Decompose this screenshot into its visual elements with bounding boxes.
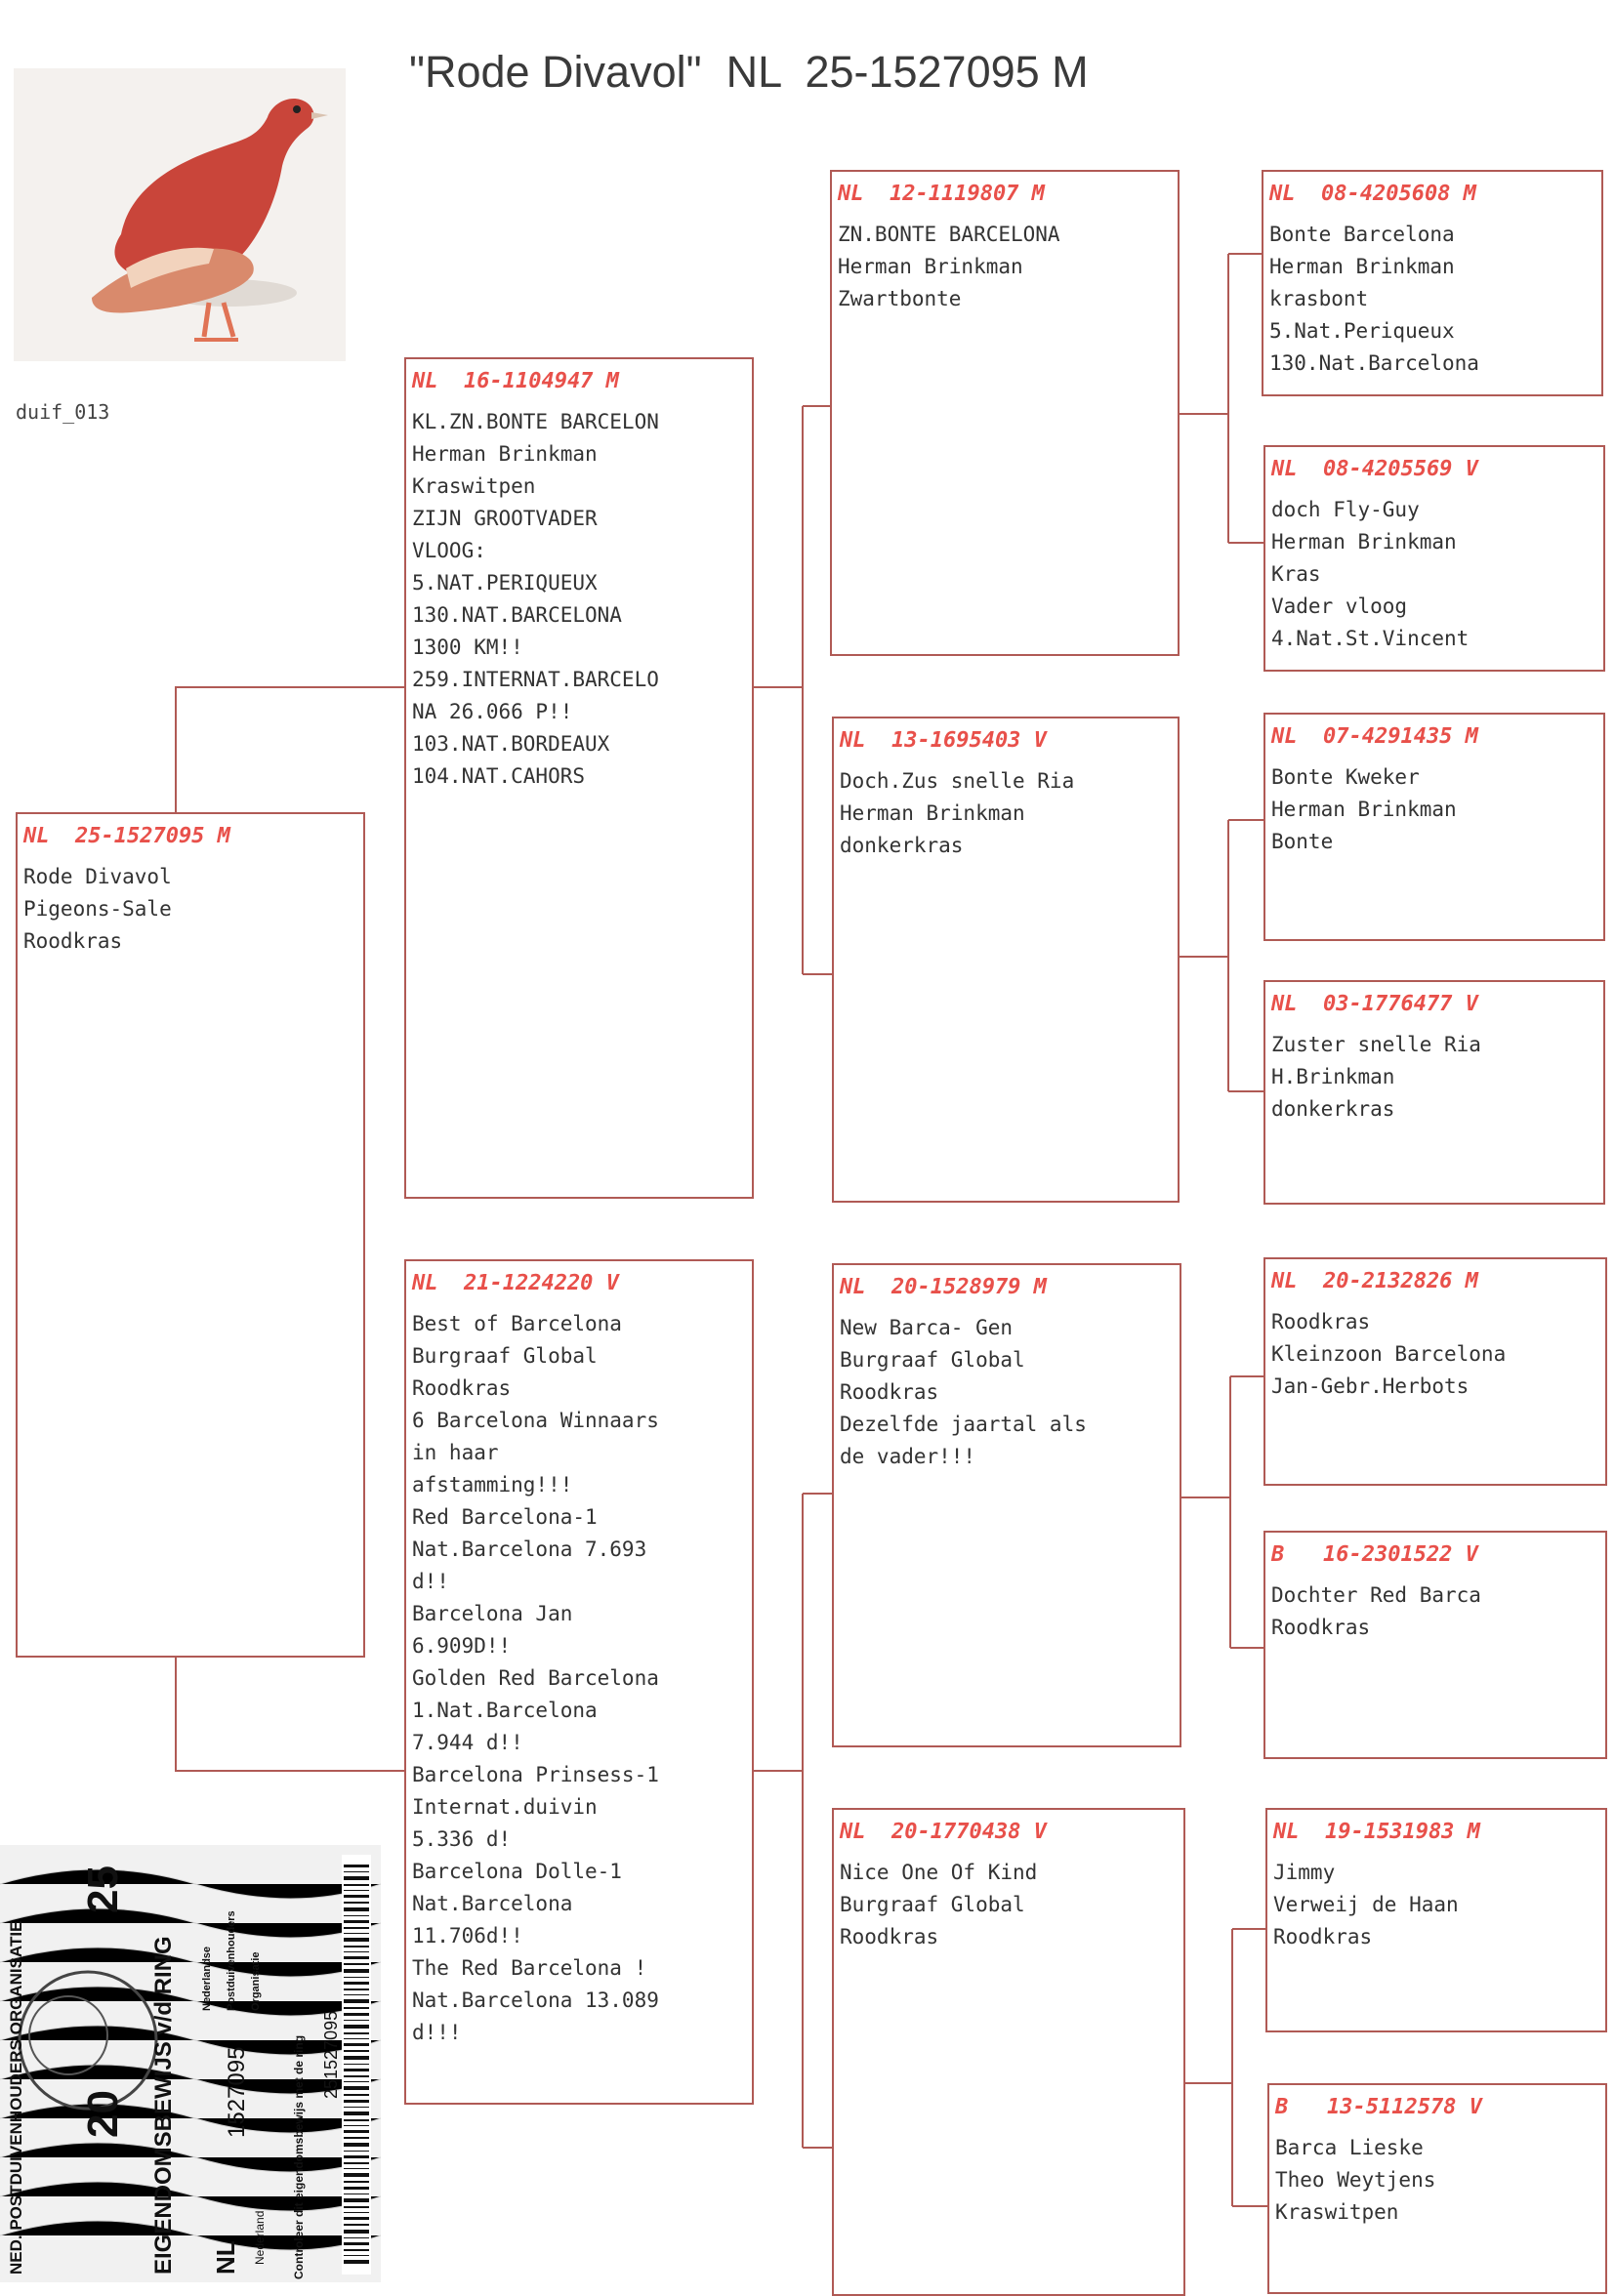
pigeon-details: Rode Divavol Pigeons-Sale Roodkras xyxy=(23,865,172,953)
ring-number: NL 03-1776477 V xyxy=(1271,992,1478,1016)
pigeon-details: Roodkras Kleinzoon Barcelona Jan-Gebr.Herbots xyxy=(1271,1310,1507,1398)
great-grandparent-box-mmm xyxy=(1267,2083,1607,2294)
page-title: "Rode Divavol" NL 25-1527095 M xyxy=(409,47,1089,97)
ring-number: B 13-5112578 V xyxy=(1275,2095,1482,2119)
pigeon-details: Zuster snelle Ria H.Brinkman donkerkras xyxy=(1271,1033,1481,1121)
pigeon-details: ZN.BONTE BARCELONA Herman Brinkman Zwartbonte xyxy=(838,223,1060,310)
ring-number: NL 20-2132826 M xyxy=(1271,1269,1478,1293)
mother-box xyxy=(404,1259,754,2105)
card-title: EIGENDOMSBEWIJS v/d RING xyxy=(150,1936,177,2275)
card-organisation: NED. POSTDUIVENHOUDERS ORGANISATIE xyxy=(7,1920,25,2275)
paternal-grandmother-box xyxy=(832,717,1180,1203)
pigeon-details: doch Fly-Guy Herman Brinkman Kras Vader vloog 4.Nat.St.Vincent xyxy=(1271,498,1470,650)
photo-caption: duif_013 xyxy=(16,400,110,424)
ring-number: NL 13-1695403 V xyxy=(840,728,1047,753)
great-grandparent-box-fff xyxy=(1262,170,1603,396)
pigeon-details: Best of Barcelona Burgraaf Global Roodkras 6 Barcelona Winnaars in haar afstamming!!! Red Barcelona-1 Nat.Barcelona 7.693 d!! Barcelona Jan 6.909D!! Golden Red Barcelona 1.Nat.Barcelona 7.944 d!! Barcelona Prinsess-1 Internat.duivin 5.336 d! Barcelona Dolle-1 Nat.Barcelona 11.706d!! The Red Barcelona ! Nat.Barcelona 13.089 d!!! xyxy=(412,1312,659,2044)
ring-number: NL 19-1531983 M xyxy=(1273,1820,1480,1844)
paternal-grandfather-box xyxy=(830,170,1180,656)
ring-number: NL 21-1224220 V xyxy=(412,1271,619,1295)
pigeon-details: Bonte Kweker Herman Brinkman Bonte xyxy=(1271,765,1457,853)
card-npo-n: Nederlandse xyxy=(201,1946,213,2011)
card-npo-p: Postduivenhouders xyxy=(226,1910,237,2011)
ring-number: NL 20-1528979 M xyxy=(840,1275,1047,1299)
pigeon-details: Bonte Barcelona Herman Brinkman krasbont 5.Nat.Periqueux 130.Nat.Barcelona xyxy=(1269,223,1479,375)
father-box xyxy=(404,357,754,1199)
great-grandparent-box-mmf xyxy=(1265,1808,1607,2032)
pigeon-details: Jimmy Verweij de Haan Roodkras xyxy=(1273,1861,1459,1948)
great-grandparent-box-ffm xyxy=(1263,445,1605,672)
ring-number: NL 20-1770438 V xyxy=(840,1820,1047,1844)
ring-number: NL 16-1104947 M xyxy=(412,369,619,393)
pigeon-details: Dochter Red Barca Roodkras xyxy=(1271,1583,1481,1639)
pigeon-details: Doch.Zus snelle Ria Herman Brinkman donkerkras xyxy=(840,769,1075,857)
great-grandparent-box-mff xyxy=(1263,1257,1607,1486)
maternal-grandmother-box xyxy=(832,1808,1185,2296)
card-check-text: Controleer dit eigendomsbewijs met de ring xyxy=(292,2034,306,2279)
pigeon-details: KL.ZN.BONTE BARCELON Herman Brinkman Kraswitpen ZIJN GROOTVADER VLOOG: 5.NAT.PERIQUEUX 130.NAT.BARCELONA 1300 KM!! 259.INTERNAT.BARCELO NA 26.066 P!! 103.NAT.BORDEAUX 104.NAT.CAHORS xyxy=(412,410,659,788)
great-grandparent-box-fmm xyxy=(1263,980,1605,1205)
card-country-name: Nederland xyxy=(253,2210,267,2265)
card-number: 1527095 xyxy=(224,2046,250,2138)
ring-ownership-card xyxy=(0,1845,381,2282)
card-npo-o: Organisatie xyxy=(250,1951,262,2011)
pigeon-details: Nice One Of Kind Burgraaf Global Roodkras xyxy=(840,1861,1038,1948)
card-country: NL xyxy=(211,2240,240,2275)
card-year: 25 xyxy=(79,1866,127,1913)
card-barcode-number: 251527095 xyxy=(321,2010,341,2099)
subject-pigeon-box xyxy=(16,812,365,1658)
great-grandparent-box-fmf xyxy=(1263,713,1605,941)
ring-number: NL 12-1119807 M xyxy=(838,182,1045,206)
pigeon-details: New Barca- Gen Burgraaf Global Roodkras Dezelfde jaartal als de vader!!! xyxy=(840,1316,1087,1468)
ring-number: NL 08-4205608 M xyxy=(1269,182,1476,206)
pigeon-details: Barca Lieske Theo Weytjens Kraswitpen xyxy=(1275,2136,1436,2224)
ring-number: NL 07-4291435 M xyxy=(1271,724,1478,749)
ring-number: NL 08-4205569 V xyxy=(1271,457,1478,481)
card-year-prefix: 20 xyxy=(79,2090,127,2138)
ring-number: NL 25-1527095 M xyxy=(23,824,230,848)
great-grandparent-box-mfm xyxy=(1263,1531,1607,1759)
ring-number: B 16-2301522 V xyxy=(1271,1542,1478,1567)
maternal-grandfather-box xyxy=(832,1263,1181,1747)
